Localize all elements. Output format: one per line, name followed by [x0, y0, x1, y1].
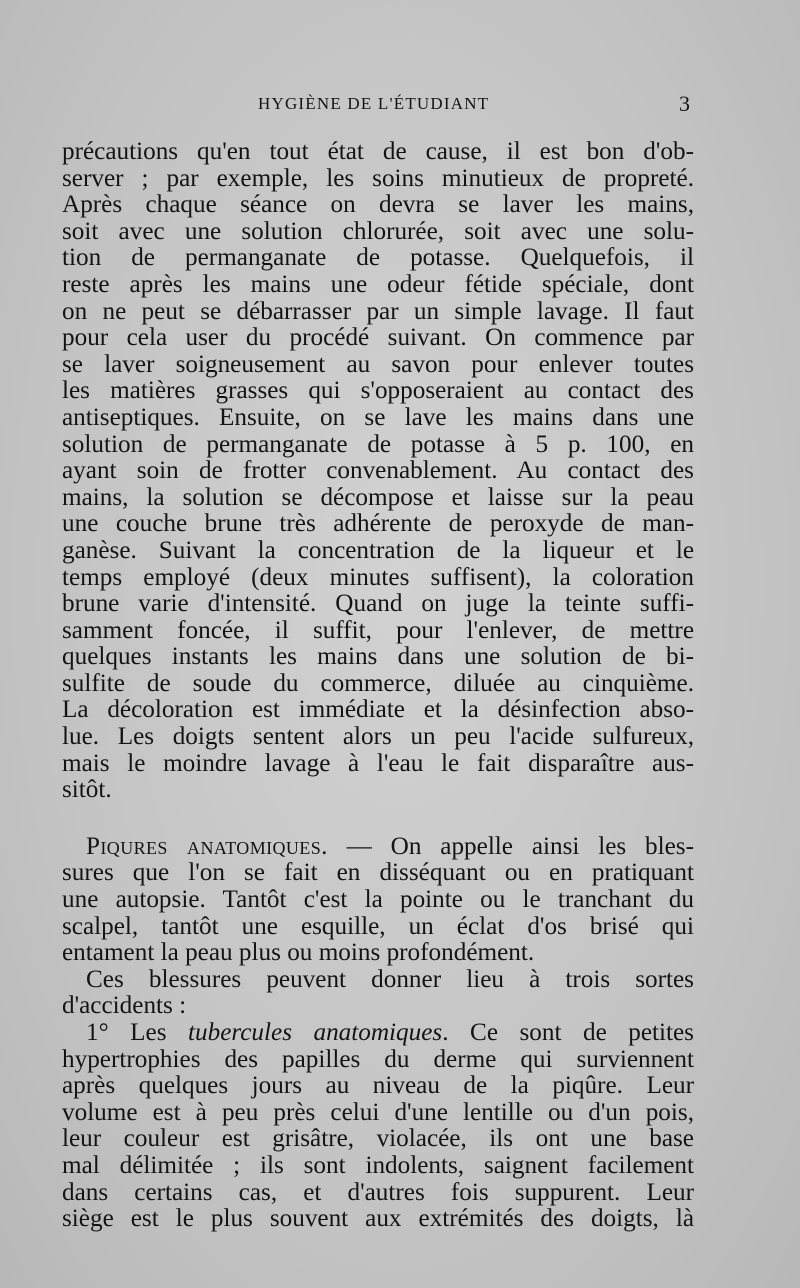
text-line: pour cela user du procédé suivant. On commence par	[62, 324, 694, 352]
paragraph-accidents-intro	[62, 967, 694, 1020]
text-line: server ; par exemple, les soins minutieux de propreté.	[62, 164, 694, 192]
text-fragment: . Ce sont de petites	[442, 1019, 694, 1046]
text-line: soit avec une solution chlorurée, soit avec une solu-	[62, 217, 694, 245]
text-line: lue. Les doigts sentent alors un peu l'acide sulfureux,	[62, 723, 694, 751]
page-header	[62, 91, 690, 122]
text-line: reste après les mains une odeur fétide spéciale, dont	[62, 270, 694, 298]
body-text	[62, 139, 694, 1233]
text-line: sures que l'on se fait en disséquant ou en pratiquant	[62, 859, 694, 887]
text-line: Après chaque séance on devra se laver les mains,	[62, 191, 694, 219]
text-line: précautions qu'en tout état de cause, il est bon d'ob-	[62, 138, 694, 165]
text-line: scalpel, tantôt une esquille, un éclat d'os brisé qui	[62, 912, 694, 940]
text-line: d'accidents :	[62, 992, 187, 1020]
text-line: sulfite de soude du commerce, diluée au cinquième.	[62, 669, 694, 697]
text-line: volume est à peu près celui d'une lentille ou d'un pois,	[62, 1098, 694, 1126]
paragraph-gap	[62, 804, 694, 834]
text-line: on ne peut se débarrasser par un simple lavage. Il faut	[62, 297, 694, 325]
text-fragment: — On appelle ainsi les bles-	[327, 832, 694, 860]
paragraph-tubercles	[62, 1020, 694, 1233]
text-line: après quelques jours au niveau de la piqûre. Leur	[62, 1072, 694, 1100]
text-line: mais le moindre lavage à l'eau le fait disparaître aus-	[62, 749, 694, 777]
text-line: dans certains cas, et d'autres fois suppurent. Leur	[62, 1178, 694, 1206]
text-line: mains, la solution se décompose et laisse sur la peau	[62, 483, 694, 511]
text-line: mal délimitée ; ils sont indolents, saignent facilement	[62, 1151, 694, 1179]
text-line: brune varie d'intensité. Quand on juge la teinte suffi-	[62, 590, 694, 618]
text-line: antiseptiques. Ensuite, on se lave les mains dans une	[62, 403, 694, 431]
text-fragment: 1° Les	[86, 1019, 189, 1046]
text-line: siège est le plus souvent aux extrémités des doigts, là	[62, 1205, 694, 1233]
text-line: La décoloration est immédiate et la désinfection abso-	[62, 696, 694, 724]
text-line: Ces blessures peuvent donner lieu à trois sortes	[86, 965, 694, 993]
text-line: tion de permanganate de potasse. Quelquefois, il	[62, 244, 694, 272]
text-line: ayant soin de frotter convenablement. Au contact des	[62, 457, 694, 485]
text-line	[62, 1020, 694, 1047]
text-line: entament la peau plus ou moins profondément.	[62, 939, 535, 967]
section-heading: Piqures anatomiques.	[86, 832, 328, 860]
italic-term: tubercules anatomiques	[188, 1019, 443, 1046]
page-number: 3	[679, 91, 690, 116]
text-line: les matières grasses qui s'opposeraient au contact des	[62, 377, 694, 405]
paragraph-anatomical-wounds	[62, 834, 694, 967]
text-line: hypertrophies des papilles du derme qui surviennent	[62, 1045, 694, 1073]
text-line: samment foncée, il suffit, pour l'enlever, de mettre	[62, 616, 694, 644]
text-line: sitôt.	[62, 776, 112, 804]
text-line: solution de permanganate de potasse à 5 p. 100, en	[62, 430, 694, 458]
text-line: une autopsie. Tantôt c'est la pointe ou le tranchant du	[62, 886, 694, 914]
text-line: ganèse. Suivant la concentration de la liqueur et le	[62, 536, 694, 564]
text-line: se laver soigneusement au savon pour enlever toutes	[62, 350, 694, 378]
paragraph-cleaning	[62, 139, 694, 804]
text-line: quelques instants les mains dans une solution de bi-	[62, 643, 694, 671]
text-line	[62, 834, 694, 861]
text-line: une couche brune très adhérente de peroxyde de man-	[62, 510, 694, 538]
running-title: HYGIÈNE DE L'ÉTUDIANT	[258, 94, 490, 113]
text-line: leur couleur est grisâtre, violacée, ils ont une base	[62, 1125, 694, 1153]
text-line: temps employé (deux minutes suffisent), la coloration	[62, 563, 694, 591]
